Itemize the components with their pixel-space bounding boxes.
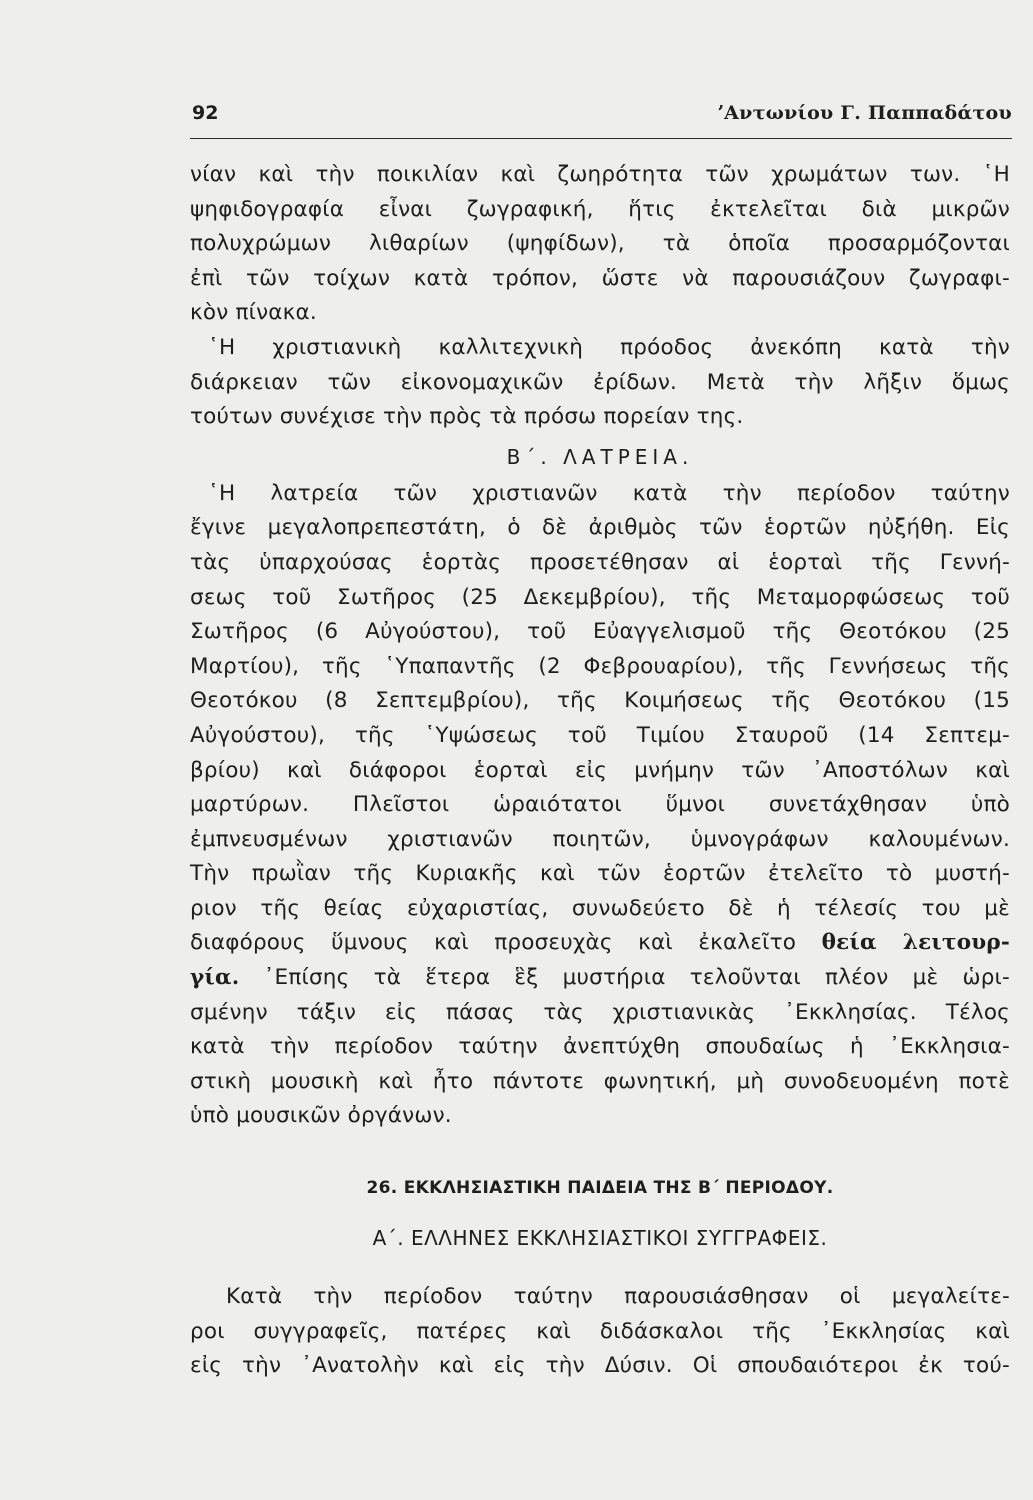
paragraph-4	[190, 1280, 1010, 1384]
section-heading-latreia: Β΄. ΛΑΤΡΕΙΑ.	[506, 444, 694, 469]
text-line: ῾Η χριστιανικὴ καλλιτεχνικὴ πρόοδος ἀνεκόπη κατὰ τὴν	[208, 334, 1010, 360]
paragraph-3	[190, 477, 1010, 1134]
text-line: ῾Η λατρεία τῶν χριστιανῶν κατὰ τὴν περίοδον ταύτην	[208, 480, 1010, 506]
running-head: ʼΑντωνίου Γ. Παππαδάτου	[717, 102, 1012, 124]
paragraph-2	[190, 331, 1010, 435]
text-line	[190, 926, 1010, 961]
text-line: ψηφιδογραφία εἶναι ζωγραφική, ἥτις ἐκτελεῖται διὰ μικρῶν	[190, 196, 1010, 222]
text-fragment: διαφόρους ὕμνους καὶ προσευχὰς καὶ ἐκαλεῖτο	[190, 930, 797, 956]
text-line: κατὰ τὴν περίοδον ταύτην ἀνεπτύχθη σπουδαίως ἡ ᾽Εκκλησια-	[190, 1034, 1010, 1060]
text-line: τούτων συνέχισε τὴν πρὸς τὰ πρόσω πορείαν της.	[190, 404, 744, 430]
text-line: σεως τοῦ Σωτῆρος (25 Δεκεμβρίου), τῆς Μεταμορφώσεως τοῦ	[190, 584, 1010, 610]
section-heading-writers: Α΄. ΕΛΛΗΝΕΣ ΕΚΚΛΗΣΙΑΣΤΙΚΟΙ ΣΥΓΓΡΑΦΕΙΣ.	[372, 1226, 828, 1250]
text-line: Αὐγούστου), τῆς ῾Υψώσεως τοῦ Τιμίου Σταυροῦ (14 Σεπτεμ-	[190, 722, 1010, 748]
text-line: στικὴ μουσικὴ καὶ ἦτο πάντοτε φωνητική, μὴ συνοδευομένη ποτὲ	[190, 1068, 1010, 1094]
text-line: πολυχρώμων λιθαρίων (ψηφίδων), τὰ ὁποῖα προσαρμόζονται	[190, 231, 1010, 257]
chapter-heading: 26. ΕΚΚΛΗΣΙΑΣΤΙΚΗ ΠΑΙΔΕΙΑ ΤΗΣ Β΄ ΠΕΡΙΟΔΟΥ.	[366, 1178, 834, 1198]
main-text	[190, 158, 1010, 1134]
text-line	[190, 961, 1010, 996]
emphasis-text: γία.	[190, 965, 240, 991]
text-line: εἰς τὴν ᾽Ανατολὴν καὶ εἰς τὴν Δύσιν. Οἱ σπουδαιότεροι ἐκ τού-	[190, 1353, 1010, 1379]
text-line: Σωτῆρος (6 Αὐγούστου), τοῦ Εὐαγγελισμοῦ τῆς Θεοτόκου (25	[190, 619, 1010, 645]
emphasis-text: θεία λειτουρ-	[821, 930, 1010, 956]
text-line: διάρκειαν τῶν εἰκονομαχικῶν ἐρίδων. Μετὰ τὴν λῆξιν ὅμως	[190, 369, 1010, 395]
text-line: ἐπὶ τῶν τοίχων κατὰ τρόπον, ὥστε νὰ παρουσιάζουν ζωγραφι-	[190, 265, 1010, 291]
text-fragment: ᾽Επίσης τὰ ἕτερα ἓξ μυστήρια τελοῦνται πλέον μὲ ὡρι-	[239, 965, 1010, 991]
text-line: ροι συγγραφεῖς, πατέρες καὶ διδάσκαλοι τῆς ᾽Εκκλησίας καὶ	[190, 1318, 1010, 1344]
text-line: βρίου) καὶ διάφοροι ἑορταὶ εἰς μνήμην τῶν ᾽Αποστόλων καὶ	[190, 757, 1010, 783]
text-line: σμένην τάξιν εἰς πάσας τὰς χριστιανικὰς ᾽Εκκλησίας. Τέλος	[190, 999, 1010, 1025]
text-line: τὰς ὑπαρχούσας ἑορτὰς προσετέθησαν αἱ ἑορταὶ τῆς Γεννή-	[190, 549, 1010, 575]
text-line: ριον τῆς θείας εὐχαριστίας, συνωδεύετο δὲ ἡ τέλεσίς του μὲ	[190, 895, 1010, 921]
page-number: 92	[192, 102, 219, 124]
text-line: μαρτύρων. Πλεῖστοι ὡραιότατοι ὕμνοι συνετάχθησαν ὑπὸ	[190, 792, 1010, 818]
text-line: Μαρτίου), τῆς ῾Υπαπαντῆς (2 Φεβρουαρίου), τῆς Γεννήσεως τῆς	[190, 653, 1010, 679]
paragraph-1	[190, 158, 1010, 331]
text-line: νίαν καὶ τὴν ποικιλίαν καὶ ζωηρότητα τῶν χρωμάτων των. ῾Η	[190, 162, 1010, 187]
text-line: Κατὰ τὴν περίοδον ταύτην παρουσιάσθησαν οἱ μεγαλείτε-	[226, 1284, 1010, 1309]
text-line: ἔγινε μεγαλοπρεπεστάτη, ὁ δὲ ἀριθμὸς τῶν ἑορτῶν ηὐξήθη. Εἰς	[190, 515, 1010, 541]
text-line: Τὴν πρωῒαν τῆς Κυριακῆς καὶ τῶν ἑορτῶν ἐτελεῖτο τὸ μυστή-	[190, 861, 1010, 887]
text-line: ἐμπνευσμένων χριστιανῶν ποιητῶν, ὑμνογράφων καλουμένων.	[190, 826, 1010, 852]
text-line: κὸν πίνακα.	[190, 300, 317, 326]
page-header	[190, 98, 1012, 139]
text-line: Θεοτόκου (8 Σεπτεμβρίου), τῆς Κοιμήσεως τῆς Θεοτόκου (15	[190, 688, 1010, 714]
text-line: ὑπὸ μουσικῶν ὀργάνων.	[190, 1103, 452, 1129]
